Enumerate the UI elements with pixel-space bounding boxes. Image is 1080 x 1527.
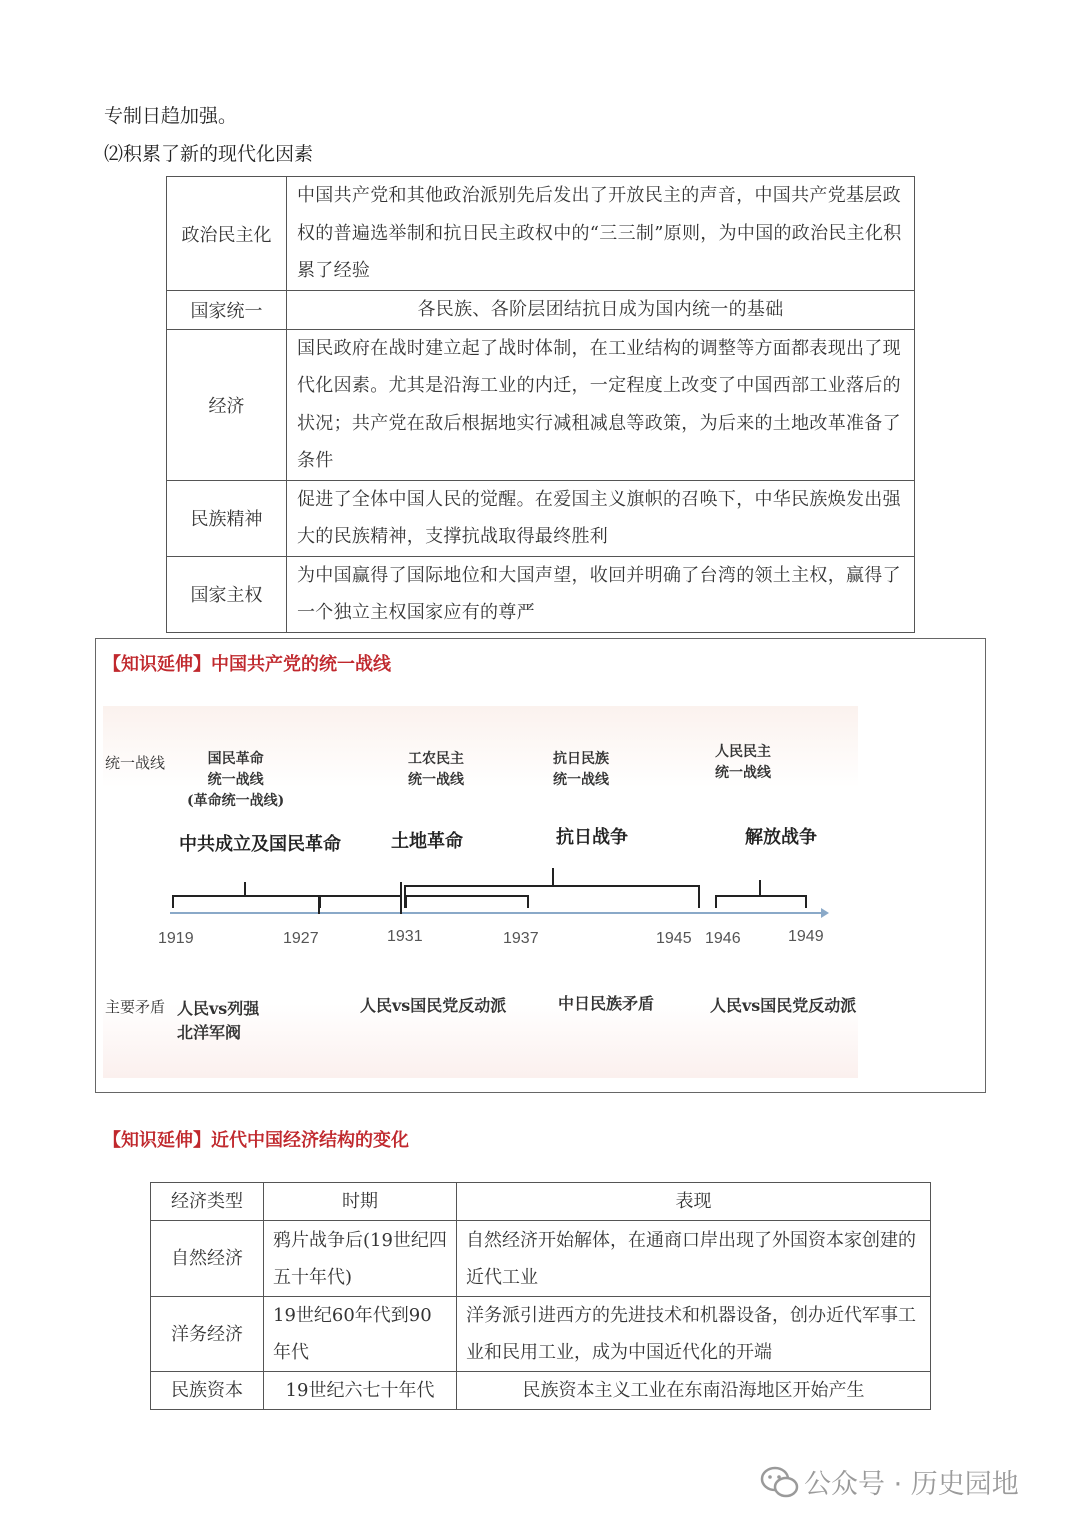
bracket-national-revolution	[173, 882, 319, 914]
desc-cell: 民族资本主义工业在东南沿海地区开始产生	[457, 1372, 931, 1410]
bracket-agrarian-revolution	[320, 882, 401, 914]
year-label: 1931	[387, 928, 423, 945]
front-row-label: 统一战线	[105, 754, 166, 772]
conflict-label: 中日民族矛盾	[558, 994, 655, 1013]
type-cell: 民族资本	[151, 1372, 264, 1410]
row-label: 国家统一	[167, 291, 287, 330]
desc-cell: 自然经济开始解体，在通商口岸出现了外国资本家创建的近代工业	[457, 1221, 931, 1297]
year-label: 1927	[283, 930, 319, 947]
watermark-text: 公众号 · 历史园地	[804, 1469, 1019, 1500]
extension-title-economy: 【知识延伸】近代中国经济结构的变化	[103, 1130, 409, 1151]
timeline-arrow	[821, 908, 829, 918]
united-front-timeline	[103, 706, 858, 1078]
table-row	[151, 1221, 931, 1297]
period-cell: 19世纪60年代到90年代	[264, 1297, 457, 1372]
year-label: 1946	[705, 930, 741, 947]
row-label: 政治民主化	[167, 177, 287, 291]
row-text: 中国共产党和其他政治派别先后发出了开放民主的声音，中国共产党基层政权的普遍选举制和抗日民主政权中的“三三制”原则，为中国的政治民主化积累了经验	[287, 177, 915, 291]
table-row	[167, 329, 915, 480]
row-label: 经济	[167, 329, 287, 480]
bracket-anti-japanese-war	[405, 868, 699, 908]
table-row	[167, 291, 915, 330]
period-label: 抗日战争	[556, 827, 628, 848]
front-label: 人民民主 统一战线	[715, 744, 771, 781]
bracket-1931-1937	[406, 896, 528, 908]
row-text: 国民政府在战时建立起了战时体制，在工业结构的调整等方面都表现出了现代化因素。尤其是沿海工业的内迁，一定程度上改变了中国西部工业落后的状况；共产党在敌后根据地实行减租减息等政策，为后来的土地改革准备了条件	[287, 329, 915, 480]
table-row	[151, 1297, 931, 1372]
table-row	[151, 1372, 931, 1410]
timeline-graphic	[103, 856, 858, 976]
row-label: 国家主权	[167, 556, 287, 632]
table-row	[167, 177, 915, 291]
row-text: 各民族、各阶层团结抗日成为国内统一的基础	[287, 291, 915, 330]
front-label: 工农民主 统一战线	[408, 751, 464, 788]
type-cell: 自然经济	[151, 1221, 264, 1297]
header-cell: 时期	[264, 1183, 457, 1221]
header-cell: 经济类型	[151, 1183, 264, 1221]
conflict-label: 人民vs国民党反动派	[360, 996, 507, 1015]
intro-line-1: 专制日趋加强。	[104, 105, 238, 127]
period-label: 解放战争	[745, 827, 817, 848]
row-text: 为中国赢得了国际地位和大国声望，收回并明确了台湾的领土主权，赢得了一个独立主权国家应有的尊严	[287, 556, 915, 632]
table-row	[167, 556, 915, 632]
period-cell: 19世纪六七十年代	[264, 1372, 457, 1410]
header-cell: 表现	[457, 1183, 931, 1221]
period-cell: 鸦片战争后(19世纪四五十年代)	[264, 1221, 457, 1297]
row-text: 促进了全体中国人民的觉醒。在爱国主义旗帜的召唤下，中华民族焕发出强大的民族精神，支撑抗战取得最终胜利	[287, 480, 915, 556]
front-label: 国民革命 统一战线 (革命统一战线)	[187, 751, 285, 809]
conflict-row-label: 主要矛盾	[105, 998, 166, 1016]
conflict-label: 人民vs列强 北洋军阀	[177, 999, 260, 1042]
wechat-icon	[760, 1466, 800, 1500]
row-label: 民族精神	[167, 480, 287, 556]
desc-cell: 洋务派引进西方的先进技术和机器设备，创办近代军事工业和民用工业，成为中国近代化的开端	[457, 1297, 931, 1372]
year-label: 1945	[656, 930, 692, 947]
type-cell: 洋务经济	[151, 1297, 264, 1372]
conflict-label: 人民vs国民党反动派	[710, 996, 857, 1015]
extension-title-united-front: 【知识延伸】中国共产党的统一战线	[103, 654, 391, 675]
front-label: 抗日民族 统一战线	[553, 751, 609, 788]
period-label: 土地革命	[391, 831, 463, 852]
table-header-row	[151, 1183, 931, 1221]
year-label: 1949	[788, 928, 824, 945]
year-label: 1937	[503, 930, 539, 947]
modernization-factors-table	[166, 176, 915, 633]
bracket-liberation-war	[716, 880, 806, 908]
period-label: 中共成立及国民革命	[179, 834, 341, 855]
year-label: 1919	[158, 930, 194, 947]
table-row	[167, 480, 915, 556]
economic-structure-table	[150, 1182, 931, 1410]
intro-line-2: ⑵积累了新的现代化因素	[104, 143, 314, 165]
